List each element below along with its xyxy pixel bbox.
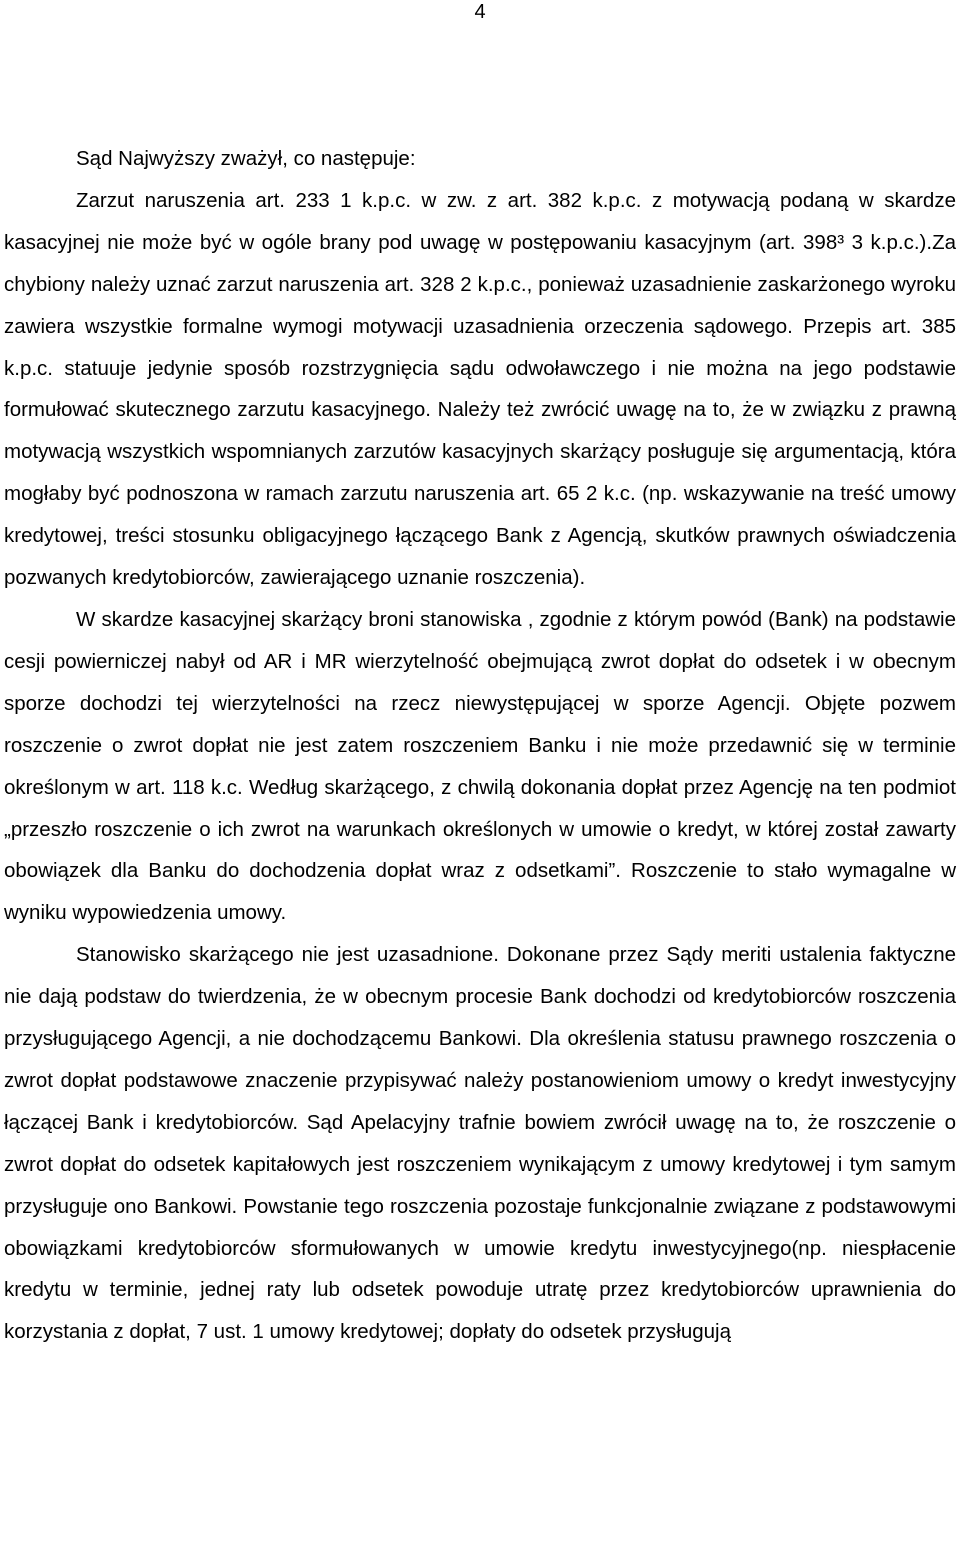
document-body xyxy=(4,138,956,1353)
paragraph-1: Zarzut naruszenia art. 233 1 k.p.c. w zw. z art. 382 k.p.c. z motywacją podaną w skardze kasacyjnej nie może być w ogóle brany pod uwagę w postępowaniu kasacyjnym (art. 398³ 3 k.p.c.).Za chybiony należy uznać zarzut naruszenia art. 328 2 k.p.c., ponieważ uzasadnienie zaskarżonego wyroku zawiera wszystkie formalne wymogi motywacji uzasadnienia orzeczenia sądowego. Przepis art. 385 k.p.c. statuuje jedynie sposób rozstrzygnięcia sądu odwoławczego i nie można na jego podstawie formułować skutecznego zarzutu kasacyjnego. Należy też zwrócić uwagę na to, że w związku z prawną motywacją wszystkich wspomnianych zarzutów kasacyjnych skarżący posługuje się argumentacją, która mogłaby być podnoszona w ramach zarzutu naruszenia art. 65 2 k.c. (np. wskazywanie na treść umowy kredytowej, treści stosunku obligacyjnego łączącego Bank z Agencją, skutków prawnych oświadczenia pozwanych kredytobiorców, zawierającego uznanie roszczenia). xyxy=(4,188,956,590)
page-number: 4 xyxy=(474,1,486,23)
section-heading: Sąd Najwyższy zważył, co następuje: xyxy=(76,147,416,170)
paragraph-3: Stanowisko skarżącego nie jest uzasadnione. Dokonane przez Sądy meriti ustalenia faktyczne nie dają podstaw do twierdzenia, że w obecnym procesie Bank dochodzi od kredytobiorców roszczenia przysługującego Agencji, a nie dochodzącemu Bankowi. Dla określenia statusu prawnego roszczenia o zwrot dopłat podstawowe znaczenie przypisywać należy postanowieniom umowy o kredyt inwestycyjny łączącej Bank i kredytobiorców. Sąd Apelacyjny trafnie bowiem zwrócił uwagę na to, że roszczenie o zwrot dopłat do odsetek kapitałowych jest roszczeniem wynikającym z umowy kredytowej i tym samym przysługuje ono Bankowi. Powstanie tego roszczenia pozostaje funkcjonalnie związane z podstawowymi obowiązkami kredytobiorców sformułowanych w umowie kredytu inwestycyjnego(np. niespłacenie kredytu w terminie, jednej raty lub odsetek powoduje utratę przez kredytobiorców uprawnienia do korzystania z dopłat, 7 ust. 1 umowy kredytowej; dopłaty do odsetek przysługują xyxy=(4,943,956,1344)
paragraph-2: W skardze kasacyjnej skarżący broni stanowiska , zgodnie z którym powód (Bank) na podstawie cesji powierniczej nabył od AR i MR wierzytelność obejmującą zwrot dopłat do odsetek i w obecnym sporze dochodzi tej wierzytelności na rzecz niewystępującej w sporze Agencji. Objęte pozwem roszczenie o zwrot dopłat nie jest zatem roszczeniem Banku i nie może przedawnić się w terminie określonym w art. 118 k.c. Według skarżącego, z chwilą dokonania dopłat przez Agencję na ten podmiot „przeszło roszczenie o ich zwrot na warunkach określonych w umowie o kredyt, w której został zawarty obowiązek dla Banku do dochodzenia dopłat wraz z odsetkami”. Roszczenie to stało wymagalne w wyniku wypowiedzenia umowy. xyxy=(4,607,956,925)
